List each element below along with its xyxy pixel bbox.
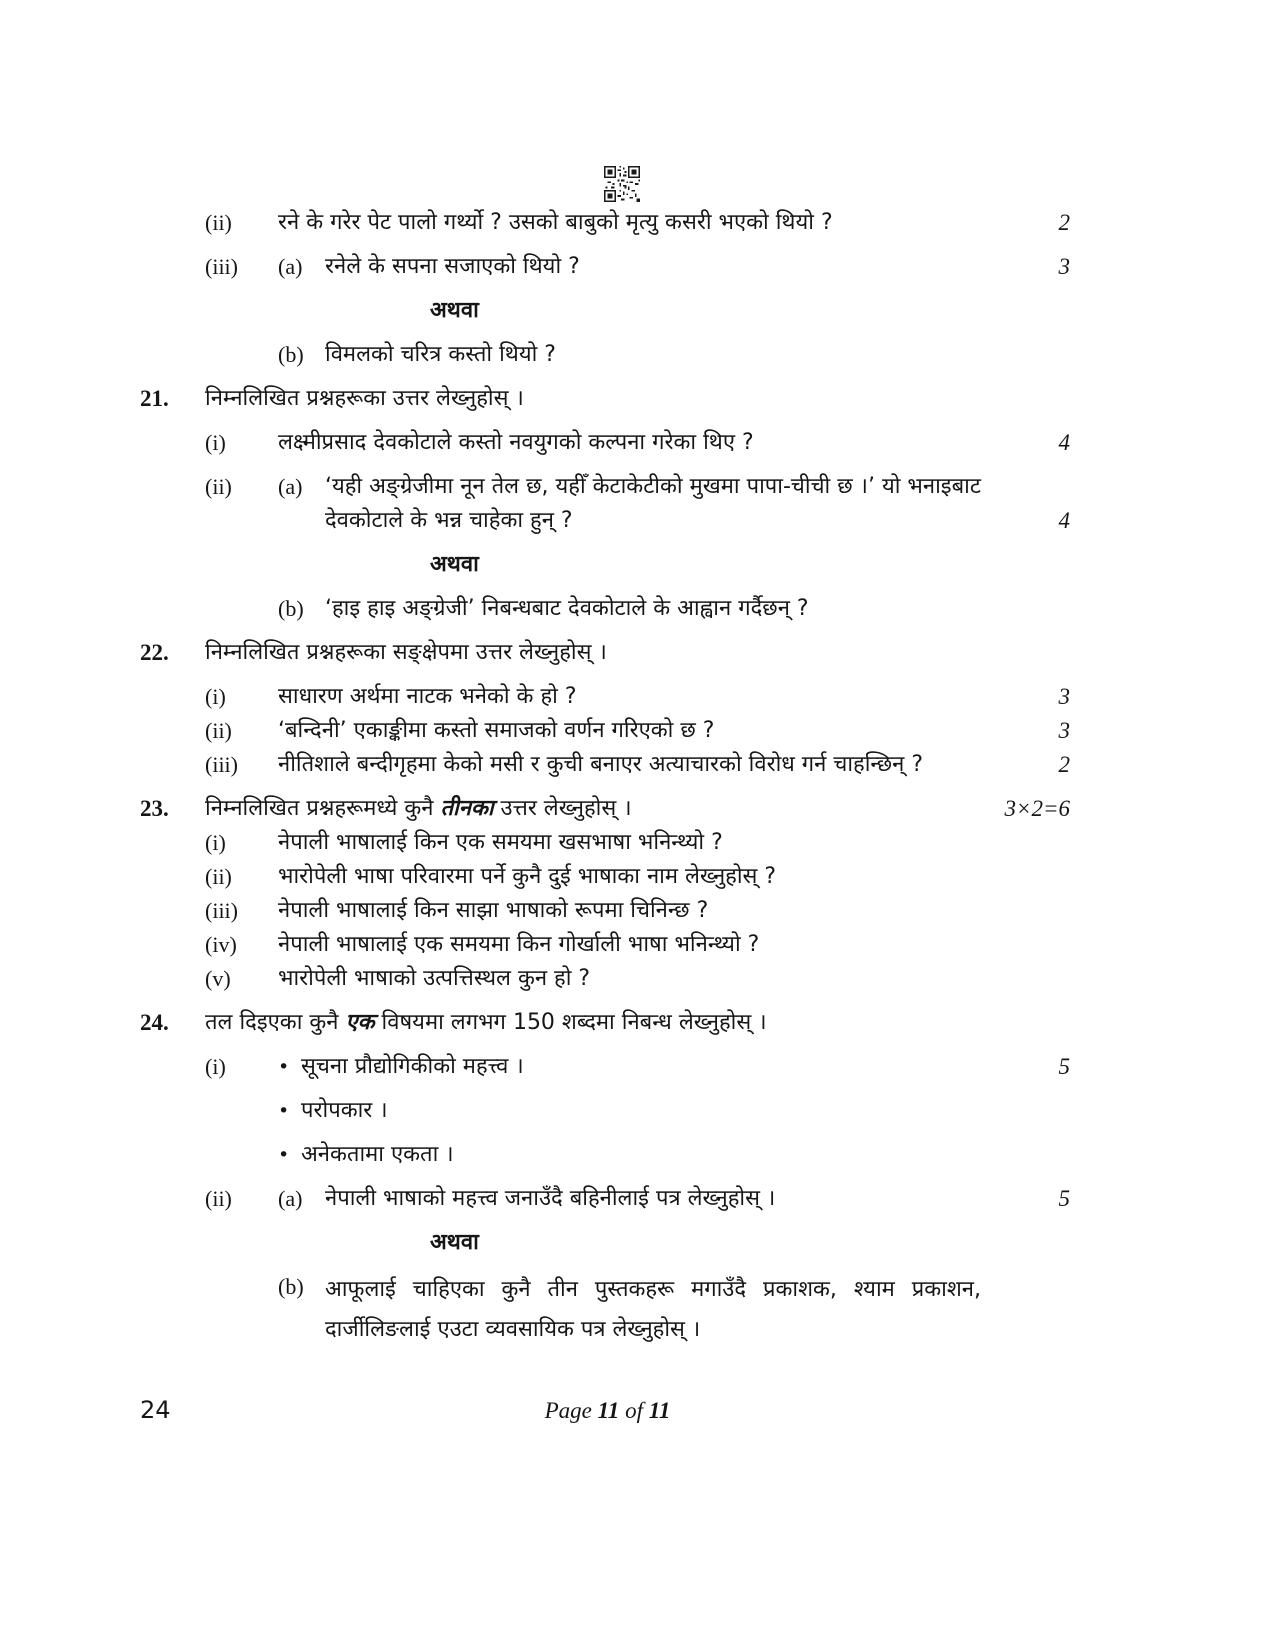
- text-segment: तल दिइएका कुनै: [205, 1010, 346, 1035]
- marks-value: 5: [1058, 1054, 1070, 1079]
- marks-value: 2: [1058, 210, 1070, 235]
- question-row: [140, 636, 1070, 670]
- footer-page-code: 24: [140, 1396, 171, 1424]
- question-row: [140, 1270, 1070, 1350]
- question-text: आफूलाई चाहिएका कुनै तीन पुस्तकहरू मगाउँदै प्रकाशक, श्याम प्रकाशन, दार्जीलिङलाई एउटा व्यवसायिक पत्र लेख्नुहोस् ।: [325, 1277, 981, 1342]
- emphasized-text: तीनका: [440, 796, 494, 821]
- qr-code: [604, 166, 640, 202]
- or-row: [140, 548, 1070, 582]
- question-row: [140, 592, 1070, 626]
- question-roman-numeral: (ii): [205, 474, 232, 499]
- question-text: नेपाली भाषालाई किन साझा भाषाको रूपमा चिनिन्छ ?: [278, 898, 709, 923]
- question-row: [140, 894, 1070, 928]
- marks-value: 3: [1058, 684, 1070, 709]
- question-roman-numeral: (ii): [205, 1186, 232, 1211]
- question-text: [205, 1006, 995, 1040]
- question-sublabel: (b): [278, 342, 304, 367]
- question-roman-numeral: (iii): [205, 898, 238, 923]
- text-segment: उत्तर लेख्नुहोस् ।: [493, 796, 632, 821]
- footer-text-segment: Page: [544, 1398, 598, 1423]
- marks-value: 3: [1058, 718, 1070, 743]
- question-text: भारोपेली भाषा परिवारमा पर्ने कुनै दुई भाषाका नाम लेख्नुहोस् ?: [278, 864, 777, 889]
- question-number: 24.: [140, 1010, 169, 1035]
- question-text: निम्नलिखित प्रश्नहरूका उत्तर लेख्नुहोस् ।: [205, 386, 524, 411]
- question-text: • परोपकार ।: [278, 1094, 995, 1128]
- question-row: [140, 206, 1070, 240]
- question-text: रने के गरेर पेट पालो गर्थ्यो ? उसको बाबुको मृत्यु कसरी भएको थियो ?: [278, 210, 833, 235]
- question-roman-numeral: (ii): [205, 864, 232, 889]
- marks-value: 2: [1058, 752, 1070, 777]
- question-text: भारोपेली भाषाको उत्पत्तिस्थल कुन हो ?: [278, 966, 591, 991]
- question-sublabel: (a): [278, 1186, 303, 1211]
- question-sublabel: (b): [278, 1274, 304, 1299]
- question-roman-numeral: (i): [205, 684, 226, 709]
- question-row: [140, 1006, 1070, 1040]
- footer-text-segment: of: [619, 1398, 649, 1423]
- question-roman-numeral: (iii): [205, 254, 238, 279]
- question-text: नीतिशाले बन्दीगृहमा केको मसी र कुची बनाएर अत्याचारको विरोध गर्न चाहन्छिन् ?: [278, 752, 924, 777]
- or-separator: अथवा: [430, 1230, 479, 1255]
- question-roman-numeral: (iii): [205, 752, 238, 777]
- question-row: [140, 860, 1070, 894]
- question-row: [140, 1050, 1070, 1084]
- question-text: लक्ष्मीप्रसाद देवकोटाले कस्तो नवयुगको कल्पना गरेका थिए ?: [278, 430, 754, 455]
- question-row: [140, 1094, 1070, 1128]
- question-roman-numeral: (ii): [205, 718, 232, 743]
- question-row: [140, 1182, 1070, 1216]
- question-row: [140, 426, 1070, 460]
- bullet-icon: •: [278, 1100, 290, 1122]
- question-row: [140, 680, 1070, 714]
- question-row: [140, 470, 1070, 538]
- marks-value: 4: [1058, 508, 1070, 533]
- question-row: [140, 962, 1070, 996]
- question-text: नेपाली भाषालाई किन एक समयमा खसभाषा भनिन्थ्यो ?: [278, 830, 723, 855]
- footer-text-segment: 11: [648, 1398, 671, 1423]
- question-number: 22.: [140, 640, 169, 665]
- question-sublabel: (a): [278, 254, 303, 279]
- marks-value: 4: [1058, 430, 1070, 455]
- question-roman-numeral: (i): [205, 430, 226, 455]
- emphasized-text: एक: [345, 1010, 375, 1035]
- question-text: रनेले के सपना सजाएको थियो ?: [325, 254, 580, 279]
- question-roman-numeral: (i): [205, 830, 226, 855]
- footer-page-number: [0, 1398, 1215, 1424]
- question-number: 21.: [140, 386, 169, 411]
- question-row: [140, 748, 1070, 782]
- marks-value: 3×2=6: [1004, 796, 1070, 821]
- question-row: [140, 1138, 1070, 1172]
- question-roman-numeral: (ii): [205, 210, 232, 235]
- or-separator: अथवा: [430, 298, 479, 323]
- question-number: 23.: [140, 796, 169, 821]
- question-text: ‘बन्दिनी’ एकाङ्कीमा कस्तो समाजको वर्णन गरिएको छ ?: [278, 718, 715, 743]
- question-row: [140, 382, 1070, 416]
- or-row: [140, 1226, 1070, 1260]
- question-sublabel: (a): [278, 474, 303, 499]
- question-roman-numeral: (iv): [205, 932, 237, 957]
- question-text: निम्नलिखित प्रश्नहरूका सङ्क्षेपमा उत्तर लेख्नुहोस् ।: [205, 640, 607, 665]
- question-text: ‘यही अङ्ग्रेजीमा नून तेल छ, यहीँ केटाकेटीको मुखमा पापा-चीची छ ।’ यो भनाइबाट देवकोटाले के भन्न चाहेका हुन् ?: [325, 474, 981, 533]
- or-separator: अथवा: [430, 552, 479, 577]
- question-row: [140, 792, 1070, 826]
- question-text: • अनेकतामा एकता ।: [278, 1138, 995, 1172]
- question-row: [140, 826, 1070, 860]
- text-segment: विषयमा लगभग 150 शब्दमा निबन्ध लेख्नुहोस् ।: [374, 1010, 767, 1035]
- text-segment: निम्नलिखित प्रश्नहरूमध्ये कुनै: [205, 796, 441, 821]
- question-text: विमलको चरित्र कस्तो थियो ?: [325, 342, 556, 367]
- question-text: [205, 792, 995, 826]
- question-text: नेपाली भाषाको महत्त्व जनाउँदै बहिनीलाई पत्र लेख्नुहोस् ।: [325, 1186, 776, 1211]
- marks-value: 5: [1058, 1186, 1070, 1211]
- question-text: साधारण अर्थमा नाटक भनेको के हो ?: [278, 684, 577, 709]
- question-row: [140, 928, 1070, 962]
- question-row: [140, 250, 1070, 284]
- footer-text-segment: 11: [597, 1398, 620, 1423]
- question-text: • सूचना प्रौद्योगिकीको महत्त्व ।: [278, 1050, 995, 1084]
- question-text: नेपाली भाषालाई एक समयमा किन गोर्खाली भाषा भनिन्थ्यो ?: [278, 932, 760, 957]
- bullet-icon: •: [278, 1056, 290, 1078]
- question-row: [140, 338, 1070, 372]
- question-roman-numeral: (v): [205, 966, 231, 991]
- or-row: [140, 294, 1070, 328]
- question-sublabel: (b): [278, 596, 304, 621]
- marks-value: 3: [1058, 254, 1070, 279]
- bullet-icon: •: [278, 1144, 290, 1166]
- question-roman-numeral: (i): [205, 1054, 226, 1079]
- question-text: ‘हाइ हाइ अङ्ग्रेजी’ निबन्धबाट देवकोटाले के आह्वान गर्दैछन् ?: [325, 596, 809, 621]
- question-row: [140, 714, 1070, 748]
